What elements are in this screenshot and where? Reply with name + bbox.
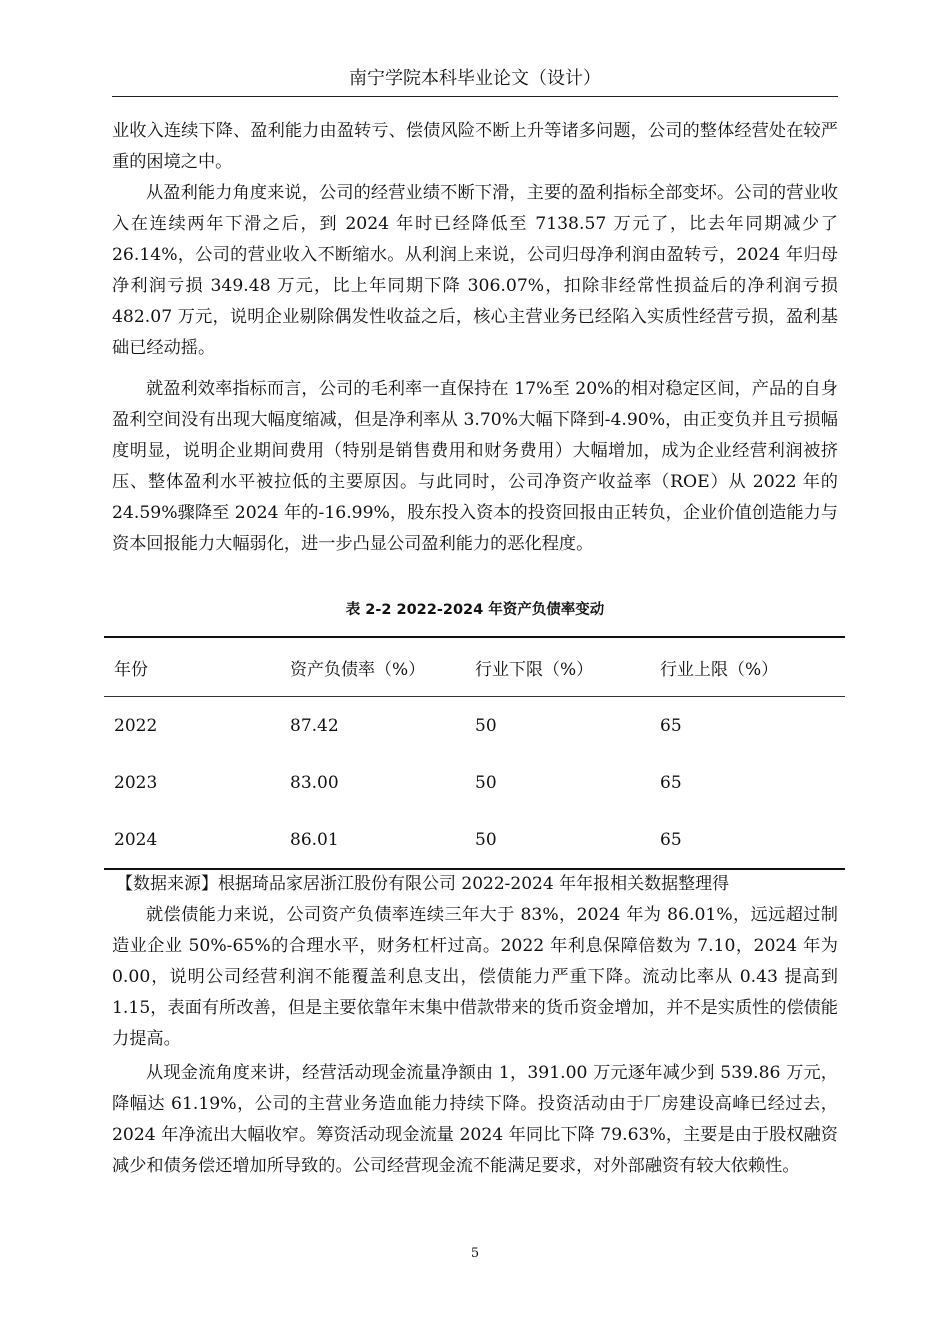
cell-industry-upper: 65: [660, 829, 682, 850]
table-source-note: 【数据来源】根据琦品家居浙江股份有限公司 2022-2024 年年报相关数据整理得: [116, 874, 730, 894]
table-header-row: [104, 638, 845, 697]
table-row: [104, 754, 845, 811]
cell-debt-ratio: 83.00: [290, 772, 339, 793]
paragraph-solvency: 就偿债能力来说，公司资产负债率连续三年大于 83%，2024 年为 86.01%，远远超过制造业企业 50%-65%的合理水平，财务杠杆过高。2022 年利息保障倍数为 7.10，2024 年为 0.00，说明公司经营利润不能覆盖利息支出，偿债能力严重下降。流动比率从 0.43 提高到 1.15，表面有所改善，但是主要依靠年末集中借款带来的货币资金增加，并不是实质性的偿债能力提高。: [112, 905, 838, 1049]
header-year: 年份: [114, 659, 148, 680]
header-industry-lower: 行业下限（%）: [475, 659, 594, 680]
debt-ratio-table: [104, 636, 845, 870]
cell-industry-upper: 65: [660, 772, 682, 793]
header-industry-upper: 行业上限（%）: [660, 659, 779, 680]
cell-debt-ratio: 87.42: [290, 715, 339, 736]
table-caption: 表 2-2 2022-2024 年资产负债率变动: [345, 602, 605, 618]
cell-year: 2024: [114, 829, 158, 850]
paragraph-cash-flow: 从现金流角度来讲，经营活动现金流量净额由 1，391.00 万元逐年减少到 539.86 万元，降幅达 61.19%，公司的主营业务造血能力持续下降。投资活动由于厂房建设高峰已经过去，2024 年净流出大幅收窄。筹资活动现金流量 2024 年同比下降 79.63%，主要是由于股权融资减少和债务偿还增加所导致的。公司经营现金流不能满足要求，对外部融资有较大依赖性。: [112, 1063, 838, 1176]
paragraph-profit-efficiency: 就盈利效率指标而言，公司的毛利率一直保持在 17%至 20%的相对稳定区间，产品的自身盈利空间没有出现大幅度缩减，但是净利率从 3.70%大幅下降到-4.90%，由正变负并且亏损幅度明显，说明企业期间费用（特别是销售费用和财务费用）大幅增加，成为企业经营利润被挤压、整体盈利水平被拉低的主要原因。与此同时，公司净资产收益率（ROE）从 2022 年的 24.59%骤降至 2024 年的-16.99%，股东投入资本的投资回报由正转负，企业价值创造能力与资本回报能力大幅弱化，进一步凸显公司盈利能力的恶化程度。: [112, 379, 838, 554]
cell-industry-lower: 50: [475, 829, 497, 850]
header-title: 南宁学院本科毕业论文（设计）: [349, 68, 601, 89]
page-number: 5: [470, 1246, 480, 1261]
cell-industry-upper: 65: [660, 715, 682, 736]
table-row: [104, 811, 845, 868]
cell-year: 2022: [114, 715, 158, 736]
paragraph-profitability: 从盈利能力角度来说，公司的经营业绩不断下滑，主要的盈利指标全部变坏。公司的营业收入在连续两年下滑之后，到 2024 年时已经降低至 7138.57 万元了，比去年同期减少了 26.14%，公司的营业收入不断缩水。从利润上来说，公司归母净利润由盈转亏，2024 年归母净利润亏损 349.48 万元，比上年同期下降 306.07%，扣除非经常性损益后的净利润亏损 482.07 万元，说明企业剔除偶发性收益之后，核心主营业务已经陷入实质性经营亏损，盈利基础已经动摇。: [112, 183, 838, 358]
header-debt-ratio: 资产负债率（%）: [290, 659, 426, 680]
cell-debt-ratio: 86.01: [290, 829, 339, 850]
page-header: [112, 64, 838, 97]
cell-industry-lower: 50: [475, 772, 497, 793]
table-row: [104, 697, 845, 754]
cell-year: 2023: [114, 772, 158, 793]
cell-industry-lower: 50: [475, 715, 497, 736]
paragraph-continuation: 业收入连续下降、盈利能力由盈转亏、偿债风险不断上升等诸多问题，公司的整体经营处在较严重的困境之中。: [112, 121, 838, 172]
